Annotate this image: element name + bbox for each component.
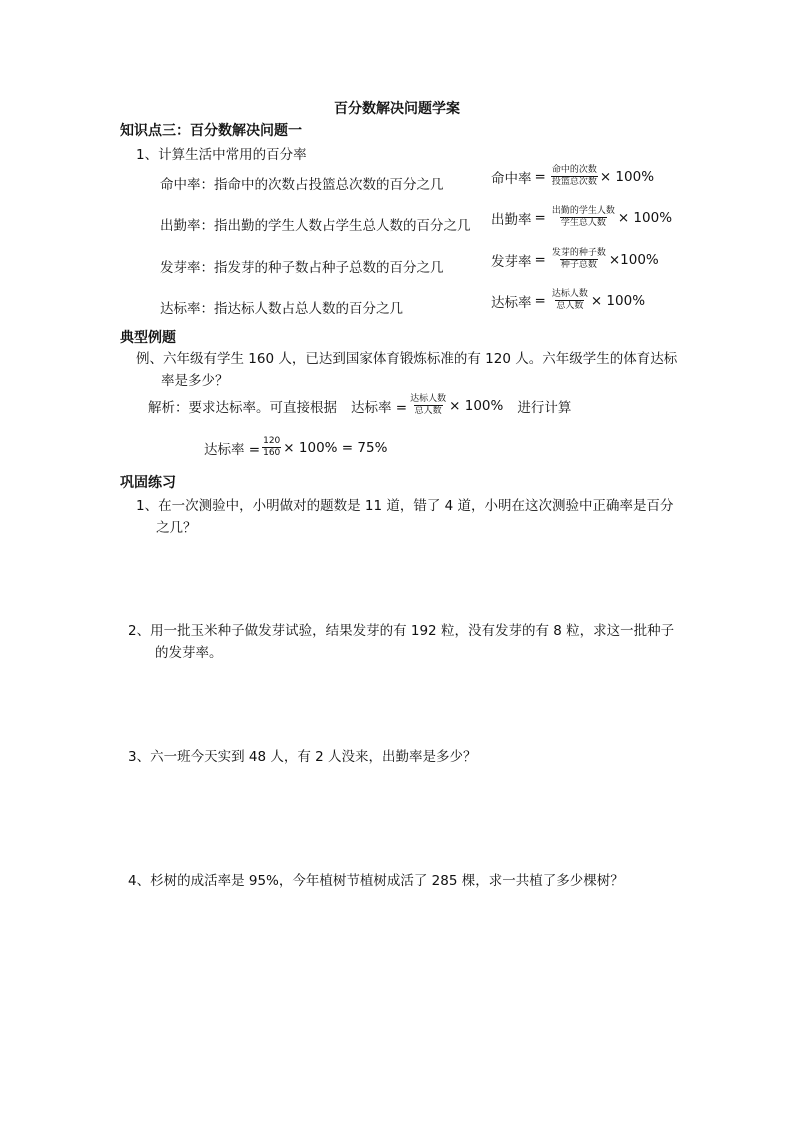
practice-q2-line1: 2、用一批玉米种子做发芽试验，结果发芽的有 192 粒，没有发芽的有 8 粒，求这一批种子 [128,623,675,639]
denominator: 总人数 [414,406,442,416]
example-analysis [148,395,571,416]
analysis-suffix: 进行计算 [517,399,572,416]
formula-name: 命中率 [491,170,532,187]
formula-factor: ×100% [608,251,659,268]
formula-name: 发芽率 [491,253,532,270]
numerator: 出勤的学生人数 [551,206,615,216]
rate-definition-attendance: 出勤率：指出勤的学生人数占学生总人数的百分之几 [160,218,471,234]
numerator: 120 [263,436,281,446]
fraction [551,207,616,228]
example-question-line1: 例、六年级有学生 160 人，已达到国家体育锻炼标准的有 120 人。六年级学生的体育达标 [136,351,678,367]
formula-name: 达标率 [491,294,532,311]
calc-rate-name: 达标率 = [204,441,261,458]
practice-q3: 3、六一班今天实到 48 人，有 2 人没来，出勤率是多少？ [128,749,477,765]
numerator: 命中的次数 [551,165,597,175]
section-heading: 知识点三：百分数解决问题一 [120,123,302,139]
numerator: 发芽的种子数 [551,248,606,258]
fraction [551,249,607,270]
rate-definition-hit: 命中率：指命中的次数占投篮总次数的百分之几 [160,177,444,193]
rate-formula-germination: 发芽率 = $\frac{\text{发芽的种子数}}{\text{种子总数}}$ ×100% [491,248,659,270]
denominator: 种子总数 [560,260,597,270]
rate-formula-hit: 命中率 = $\frac{\text{命中的次数}}{\text{投篮总次数}}$ × 100% [491,165,655,187]
rate-formula-standard: 达标率 = $\frac{\text{达标人数}}{\text{总人数}}$ × 100% [491,289,646,311]
analysis-rate-name: 达标率 = [351,399,408,416]
denominator: 160 [263,448,281,458]
formula-factor: × 100% [617,209,673,226]
example-calculation [204,437,387,458]
rate-formula-attendance: 出勤率 = $\frac{\text{出勤的学生人数}}{\text{学生总人数}}$ × 100% [491,206,673,228]
formula-factor: × 100% [590,292,646,309]
fraction [551,166,598,187]
analysis-prefix: 解析：要求达标率。可直接根据 [148,399,337,416]
page-title: 百分数解决问题学案 [334,101,460,117]
calc-result: × 100% = 75% [283,439,388,456]
formula-factor: × 100% [599,168,655,185]
fraction [551,290,589,311]
denominator: 总人数 [556,301,584,311]
example-heading: 典型例题 [120,330,176,346]
example-question-line2: 率是多少？ [161,373,229,389]
practice-q1-line1: 1、在一次测验中，小明做对的题数是 11 道，错了 4 道，小明在这次测验中正确率是百分 [136,498,674,514]
formula-name: 出勤率 [491,211,532,228]
fraction [262,437,281,458]
numerator: 达标人数 [410,394,447,404]
analysis-factor: × 100% [449,397,504,414]
practice-q2-line2: 的发芽率。 [155,645,223,661]
rate-definition-standard: 达标率：指达标人数占总人数的百分之几 [160,301,403,317]
practice-heading: 巩固练习 [120,475,176,491]
practice-q1-line2: 之几？ [156,520,197,536]
denominator: 学生总人数 [560,218,606,228]
section-subheading: 1、计算生活中常用的百分率 [136,147,307,163]
numerator: 达标人数 [551,289,588,299]
rate-definition-germination: 发芽率：指发芽的种子数占种子总数的百分之几 [160,260,444,276]
denominator: 投篮总次数 [551,177,597,187]
practice-q4: 4、杉树的成活率是 95%，今年植树节植树成活了 285 棵，求一共植了多少棵树？ [128,873,624,889]
fraction [409,395,447,416]
